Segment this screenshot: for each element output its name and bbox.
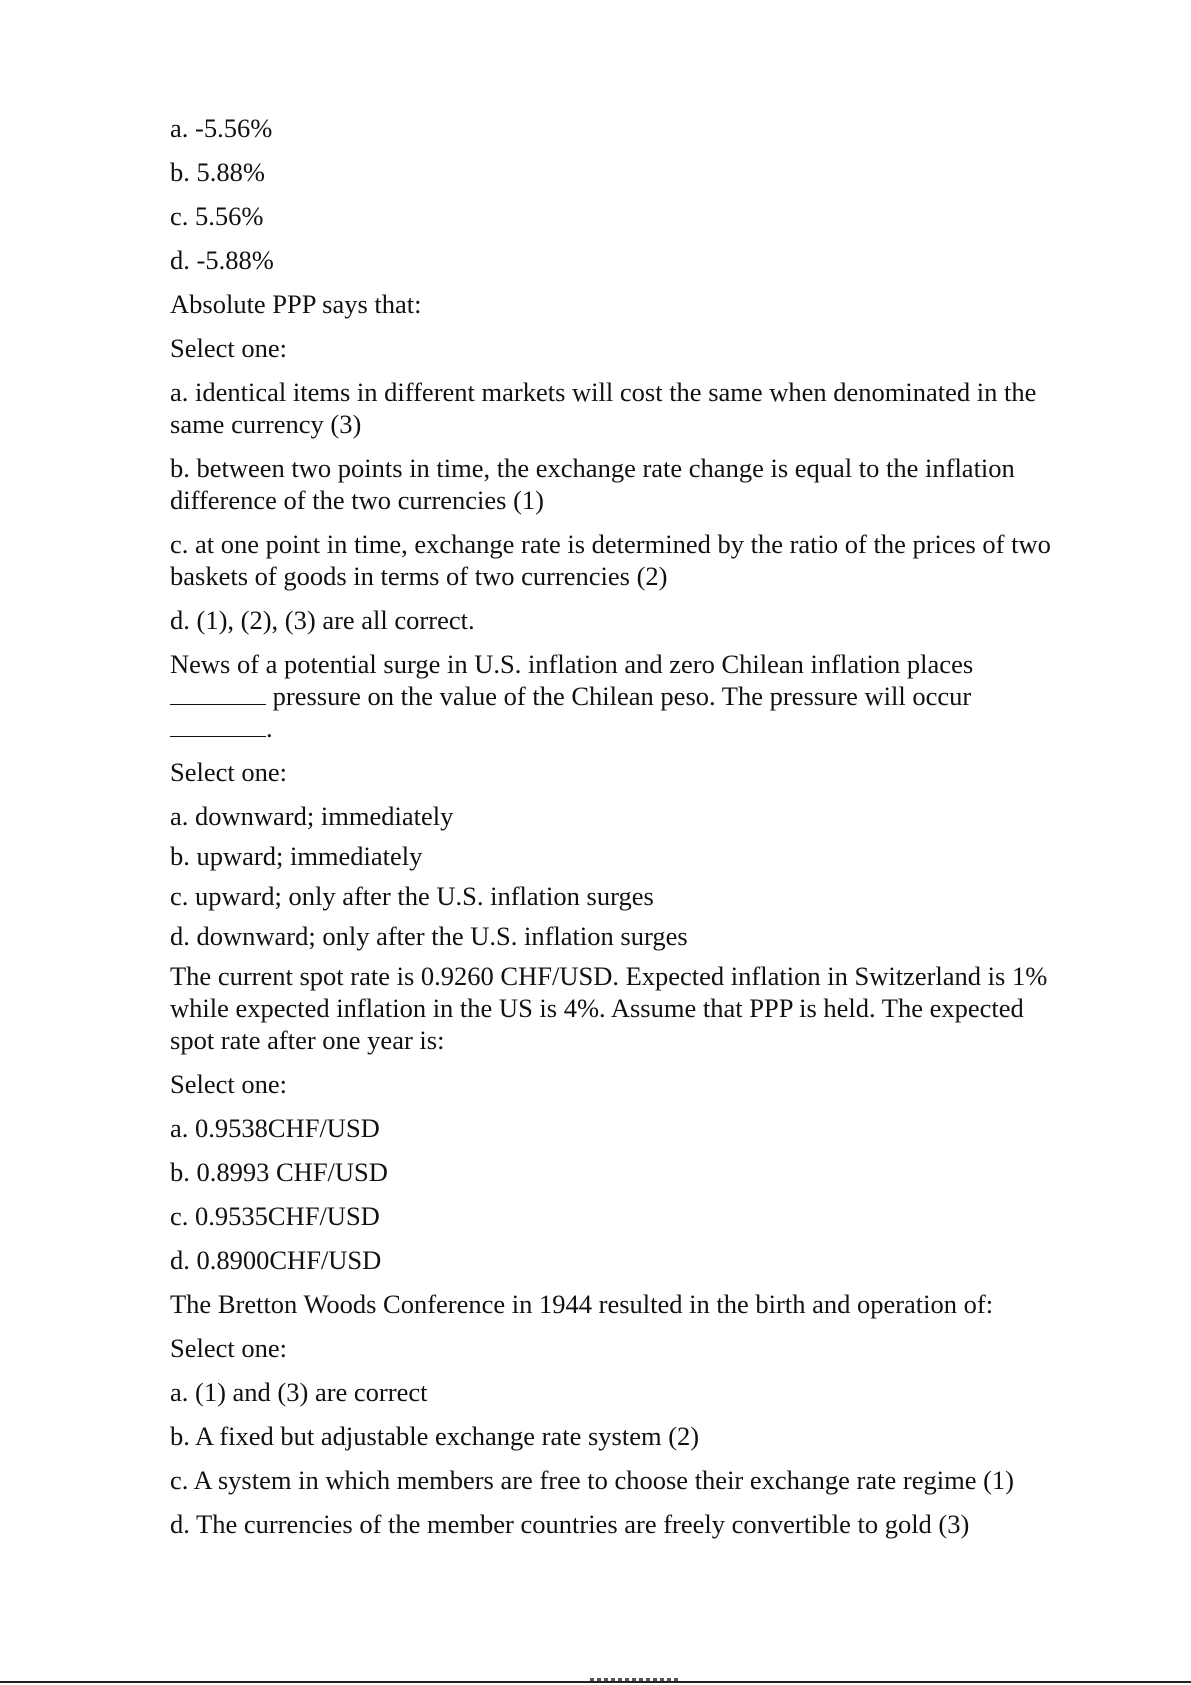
- option-a[interactable]: a. downward; immediately: [170, 801, 454, 831]
- option-b[interactable]: b. upward; immediately: [170, 841, 423, 871]
- option-a[interactable]: a. -5.56%: [170, 113, 273, 143]
- option-b[interactable]: b. 0.8993 CHF/USD: [170, 1157, 388, 1187]
- answer-blank: [170, 682, 266, 705]
- question-text-end: .: [266, 713, 273, 743]
- question-text: [170, 648, 1070, 744]
- question-text-part1: News of a potential surge in U.S. inflation and zero Chilean inflation places: [170, 649, 974, 679]
- option-a[interactable]: a. (1) and (3) are correct: [170, 1377, 428, 1407]
- answer-blank: [170, 714, 266, 737]
- option-c[interactable]: c. 5.56%: [170, 201, 264, 231]
- option-a[interactable]: a. identical items in different markets will cost the same when denominated in the same currency (3): [170, 377, 1037, 439]
- option-c[interactable]: c. at one point in time, exchange rate is determined by the ratio of the prices of two baskets of goods in terms of two currencies (2): [170, 529, 1051, 591]
- option-b[interactable]: b. 5.88%: [170, 157, 265, 187]
- question-text: Absolute PPP says that:: [170, 289, 422, 319]
- page-bottom-divider: [0, 1681, 1191, 1683]
- document-page: [170, 112, 1070, 1552]
- option-d[interactable]: d. 0.8900CHF/USD: [170, 1245, 382, 1275]
- select-one-label: Select one:: [170, 333, 287, 363]
- option-d[interactable]: d. (1), (2), (3) are all correct.: [170, 605, 475, 635]
- option-a[interactable]: a. 0.9538CHF/USD: [170, 1113, 380, 1143]
- option-c[interactable]: c. upward; only after the U.S. inflation surges: [170, 881, 654, 911]
- question-text: The Bretton Woods Conference in 1944 resulted in the birth and operation of:: [170, 1289, 994, 1319]
- option-b[interactable]: b. A fixed but adjustable exchange rate system (2): [170, 1421, 700, 1451]
- option-c[interactable]: c. A system in which members are free to choose their exchange rate regime (1): [170, 1465, 1014, 1495]
- select-one-label: Select one:: [170, 1069, 287, 1099]
- option-d[interactable]: d. downward; only after the U.S. inflation surges: [170, 921, 688, 951]
- select-one-label: Select one:: [170, 757, 287, 787]
- page-bottom-mark: [590, 1678, 680, 1681]
- option-c[interactable]: c. 0.9535CHF/USD: [170, 1201, 380, 1231]
- question-text-part2: pressure on the value of the Chilean peso. The pressure will occur: [272, 681, 972, 711]
- select-one-label: Select one:: [170, 1333, 287, 1363]
- option-d[interactable]: d. -5.88%: [170, 245, 274, 275]
- question-text: The current spot rate is 0.9260 CHF/USD. Expected inflation in Switzerland is 1% while expected inflation in the US is 4%. Assume that PPP is held. The expected spot rate after one year is:: [170, 961, 1048, 1055]
- option-d[interactable]: d. The currencies of the member countries are freely convertible to gold (3): [170, 1509, 970, 1539]
- option-b[interactable]: b. between two points in time, the exchange rate change is equal to the inflation difference of the two currencies (1): [170, 453, 1015, 515]
